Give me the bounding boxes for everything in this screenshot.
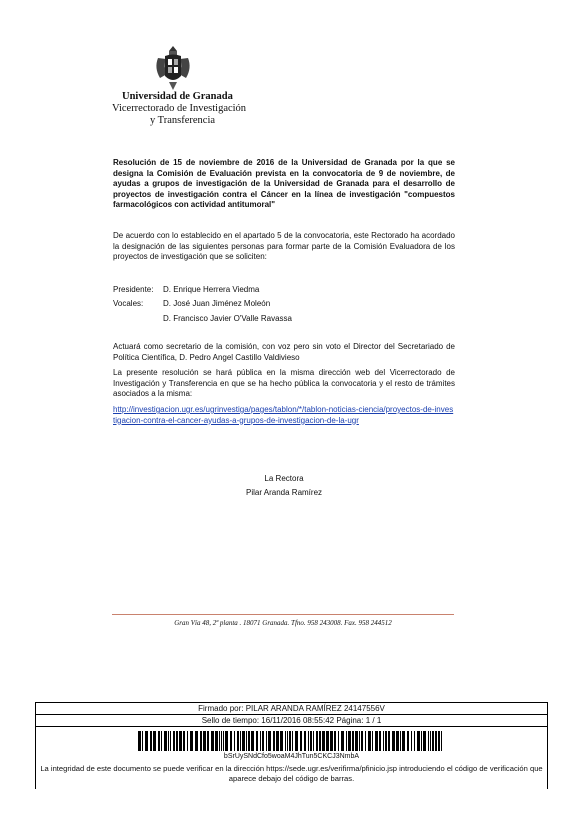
barcode-bar <box>292 731 293 751</box>
barcode-bar <box>326 731 329 751</box>
barcode-bar <box>176 731 178 751</box>
barcode-bar <box>215 731 218 751</box>
barcode-bar <box>421 731 422 751</box>
barcode-bar <box>251 731 254 751</box>
barcode-bar <box>352 731 354 751</box>
barcode-bar <box>316 731 318 751</box>
barcode-bar <box>304 731 306 751</box>
barcode-bar <box>319 731 321 751</box>
barcode-bar <box>200 731 202 751</box>
barcode-bar <box>219 731 220 751</box>
barcode-bar <box>248 731 250 751</box>
barcode-bar <box>195 731 198 751</box>
barcode-bar <box>407 731 409 751</box>
convocatoria-link[interactable]: http://investigacion.ugr.es/ugrinvestiga/pages/tablon/*/tablon-noticias-ciencia/proyectos-de-investigacion-contra-el-cancer-ayudas-a-grupos-de-investigacion-de-la-ugr <box>113 405 454 425</box>
barcode-bar <box>225 731 228 751</box>
barcode-bar <box>164 731 167 751</box>
barcode-bar <box>287 731 288 751</box>
timestamp: Sello de tiempo: 16/11/2016 08:55:42 Página: 1 / 1 <box>36 715 547 727</box>
barcode-bar <box>355 731 358 751</box>
barcode-bar <box>438 731 440 751</box>
barcode-bar <box>423 731 426 751</box>
barcode-bar <box>372 731 373 751</box>
barcode-bar <box>400 731 401 751</box>
barcode-bar <box>396 731 399 751</box>
barcode-bar <box>161 731 162 751</box>
barcode-bar <box>230 731 232 751</box>
barcode-bar <box>190 731 193 751</box>
barcode-bar <box>234 731 235 751</box>
vicerrectorado-line2: y Transferencia <box>150 115 216 126</box>
barcode-bar <box>280 731 283 751</box>
barcode-bar <box>223 731 224 751</box>
barcode-bar <box>170 731 171 751</box>
barcode-bar <box>158 731 160 751</box>
barcode-bar <box>330 731 333 751</box>
barcode-bar <box>262 731 264 751</box>
barcode-bar <box>383 731 384 751</box>
barcode-bar <box>334 731 336 751</box>
barcode-bar <box>308 731 309 751</box>
barcode-bar <box>385 731 387 751</box>
barcode-bar <box>260 731 261 751</box>
vocales-label: Vocales: <box>113 299 144 308</box>
barcode-bar <box>379 731 381 751</box>
barcode-bar <box>203 731 206 751</box>
barcode-bar <box>392 731 395 751</box>
barcode-bar <box>273 731 275 751</box>
barcode-bar <box>276 731 279 751</box>
presidente-name: D. Enrique Herrera Viedma <box>163 285 260 294</box>
vocal-name-2: D. Francisco Javier O'Valle Ravassa <box>163 314 292 323</box>
secretario-paragraph: Actuará como secretario de la comisión, con voz pero sin voto el Director del Secretariado de Política Científica, D. Pedro Angel Castillo Valdivieso <box>113 342 455 362</box>
barcode-bar <box>428 731 429 751</box>
barcode-bar <box>187 731 188 751</box>
barcode-bar <box>313 731 314 751</box>
verification-code: bSrUySNdCfo5woaM4JhTun5CKCJ3NmbA <box>223 753 360 760</box>
barcode-bar <box>256 731 258 751</box>
barcode-bar <box>153 731 156 751</box>
verification-box <box>35 702 548 789</box>
acuerdo-paragraph: De acuerdo con lo establecido en el apartado 5 de la convocatoria, este Rectorado ha acordado la designación de las siguientes personas para formar parte de la Comisión Evaluadora de los proyectos de investigación que se soliciten: <box>113 231 455 262</box>
barcode-bar <box>417 731 420 751</box>
barcode-bar <box>348 731 351 751</box>
university-name: Universidad de Granada <box>122 91 233 102</box>
barcode-bar <box>368 731 371 751</box>
barcode-bar <box>361 731 363 751</box>
vicerrectorado-line1: Vicerrectorado de Investigación <box>112 103 247 114</box>
publicacion-paragraph: La presente resolución se hará pública en la misma dirección web del Vicerrectorado de Investigación y Transferencia en que se ha hecho pública la convocatoria y el resto de trámites asociados a la misma: <box>113 368 455 399</box>
footer-divider <box>112 614 454 615</box>
barcode-bar <box>411 731 412 751</box>
barcode-bar <box>145 731 148 751</box>
resolution-paragraph: Resolución de 15 de noviembre de 2016 de la Universidad de Granada por la que se designa la Comisión de Evaluación prevista en la convocatoria de 9 de noviembre, de ayudas a grupos de investigación de la Universidad de Granada para el desarrollo de proyectos de investigación contra el Cáncer en la línea de investigación "compuestos farmacológicos con actividad antitumoral" <box>113 158 455 210</box>
barcode-bar <box>242 731 245 751</box>
barcode-bar <box>295 731 298 751</box>
barcode-bar <box>246 731 247 751</box>
barcode-bar <box>414 731 415 751</box>
barcode-bar <box>388 731 390 751</box>
barcode-bar <box>211 731 214 751</box>
barcode-bar <box>268 731 271 751</box>
presidente-label: Presidente: <box>113 285 154 294</box>
barcode-bar <box>289 731 291 751</box>
barcode-bar <box>346 731 347 751</box>
barcode-bar <box>322 731 325 751</box>
signature-name: Pilar Aranda Ramírez <box>245 488 323 497</box>
barcode-bar <box>430 731 431 751</box>
ugr-crest-icon <box>150 44 196 92</box>
vocal-name-1: D. José Juan Jiménez Moleón <box>163 299 271 308</box>
barcode-bar <box>375 731 378 751</box>
signed-by: Firmado por: PILAR ARANDA RAMÍREZ 24147556V <box>36 703 547 715</box>
barcode-bar <box>432 731 434 751</box>
footer-address: Gran Vía 48, 2ª planta . 18071 Granada. Tfno. 958 243008. Fax. 958 244512 <box>174 619 392 627</box>
barcode-bar <box>168 731 169 751</box>
barcode-bar <box>310 731 312 751</box>
barcode-bar <box>207 731 209 751</box>
barcode-bar <box>300 731 302 751</box>
barcode-bar <box>150 731 152 751</box>
barcode-bar <box>441 731 442 751</box>
barcode-bar <box>183 731 185 751</box>
barcode-bar <box>402 731 405 751</box>
barcode-bar <box>237 731 239 751</box>
barcode-bar <box>285 731 286 751</box>
barcode-bar <box>365 731 366 751</box>
barcode-bar <box>221 731 222 751</box>
barcode <box>138 731 444 751</box>
barcode-bar <box>240 731 241 751</box>
barcode-bar <box>179 731 182 751</box>
verification-note: La integridad de este documento se puede verificar en la dirección https://sede.ugr.es/verifirma/pfinicio.jsp introduciendo el código de verificación que aparece debajo del código de barras. <box>40 764 543 783</box>
signature-title: La Rectora <box>264 474 304 483</box>
barcode-bar <box>142 731 143 751</box>
barcode-bar <box>138 731 141 751</box>
barcode-bar <box>266 731 267 751</box>
barcode-bar <box>359 731 360 751</box>
barcode-bar <box>173 731 175 751</box>
barcode-bar <box>435 731 437 751</box>
barcode-bar <box>341 731 344 751</box>
barcode-bar <box>338 731 339 751</box>
